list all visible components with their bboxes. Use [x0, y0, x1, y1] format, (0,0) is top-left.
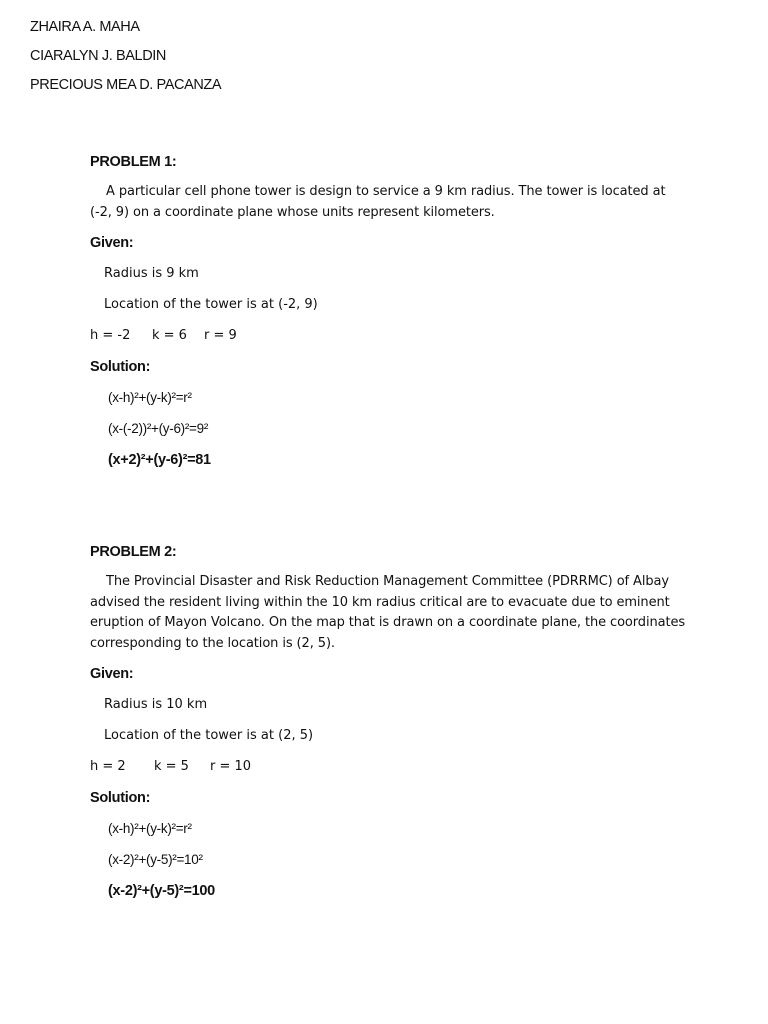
h-value: h = 2 — [90, 759, 126, 774]
problem-1-section — [90, 151, 690, 471]
equation-final: (x-2)²+(y-5)²=100 — [108, 883, 215, 899]
problem-statement: The Provincial Disaster and Risk Reduction Management Committee (PDRRMC) of Albay advised the resident living within the 10 km radius critical are to evacuate due to eminent eruption of Mayon Volcano. On the map that is drawn on a coordinate plane, the coordinates corresponding to the location is (2, 5). — [90, 574, 686, 651]
given-radius: Radius is 9 km — [104, 266, 199, 281]
k-value: k = 5 — [154, 759, 189, 774]
equation-substituted: (x-2)²+(y-5)²=10² — [108, 852, 203, 867]
k-value: k = 6 — [152, 328, 187, 343]
given-radius: Radius is 10 km — [104, 697, 208, 712]
given-location: Location of the tower is at (2, 5) — [104, 728, 314, 743]
given-heading: Given: — [90, 666, 134, 682]
solution-heading: Solution: — [90, 790, 151, 806]
problem-statement: A particular cell phone tower is design to service a 9 km radius. The tower is located at (-2, 9) on a coordinate plane whose units represent kilometers. — [90, 184, 666, 220]
author-list — [30, 16, 221, 103]
equation-general: (x-h)²+(y-k)²=r² — [108, 390, 192, 405]
author-name: ZHAIRA A. MAHA — [30, 19, 140, 35]
problem-heading: PROBLEM 1: — [90, 154, 177, 170]
problem-2-section — [90, 541, 690, 902]
r-value: r = 10 — [210, 759, 252, 774]
problem-heading: PROBLEM 2: — [90, 544, 177, 560]
hkr-values — [90, 325, 690, 347]
equation-substituted: (x-(-2))²+(y-6)²=9² — [108, 421, 209, 436]
given-location: Location of the tower is at (-2, 9) — [104, 297, 318, 312]
equation-final: (x+2)²+(y-6)²=81 — [108, 452, 211, 468]
solution-heading: Solution: — [90, 359, 151, 375]
h-value: h = -2 — [90, 328, 131, 343]
r-value: r = 9 — [204, 328, 237, 343]
hkr-values — [90, 756, 690, 778]
given-heading: Given: — [90, 235, 134, 251]
equation-general: (x-h)²+(y-k)²=r² — [108, 821, 192, 836]
author-name: PRECIOUS MEA D. PACANZA — [30, 77, 222, 93]
author-name: CIARALYN J. BALDIN — [30, 48, 166, 64]
